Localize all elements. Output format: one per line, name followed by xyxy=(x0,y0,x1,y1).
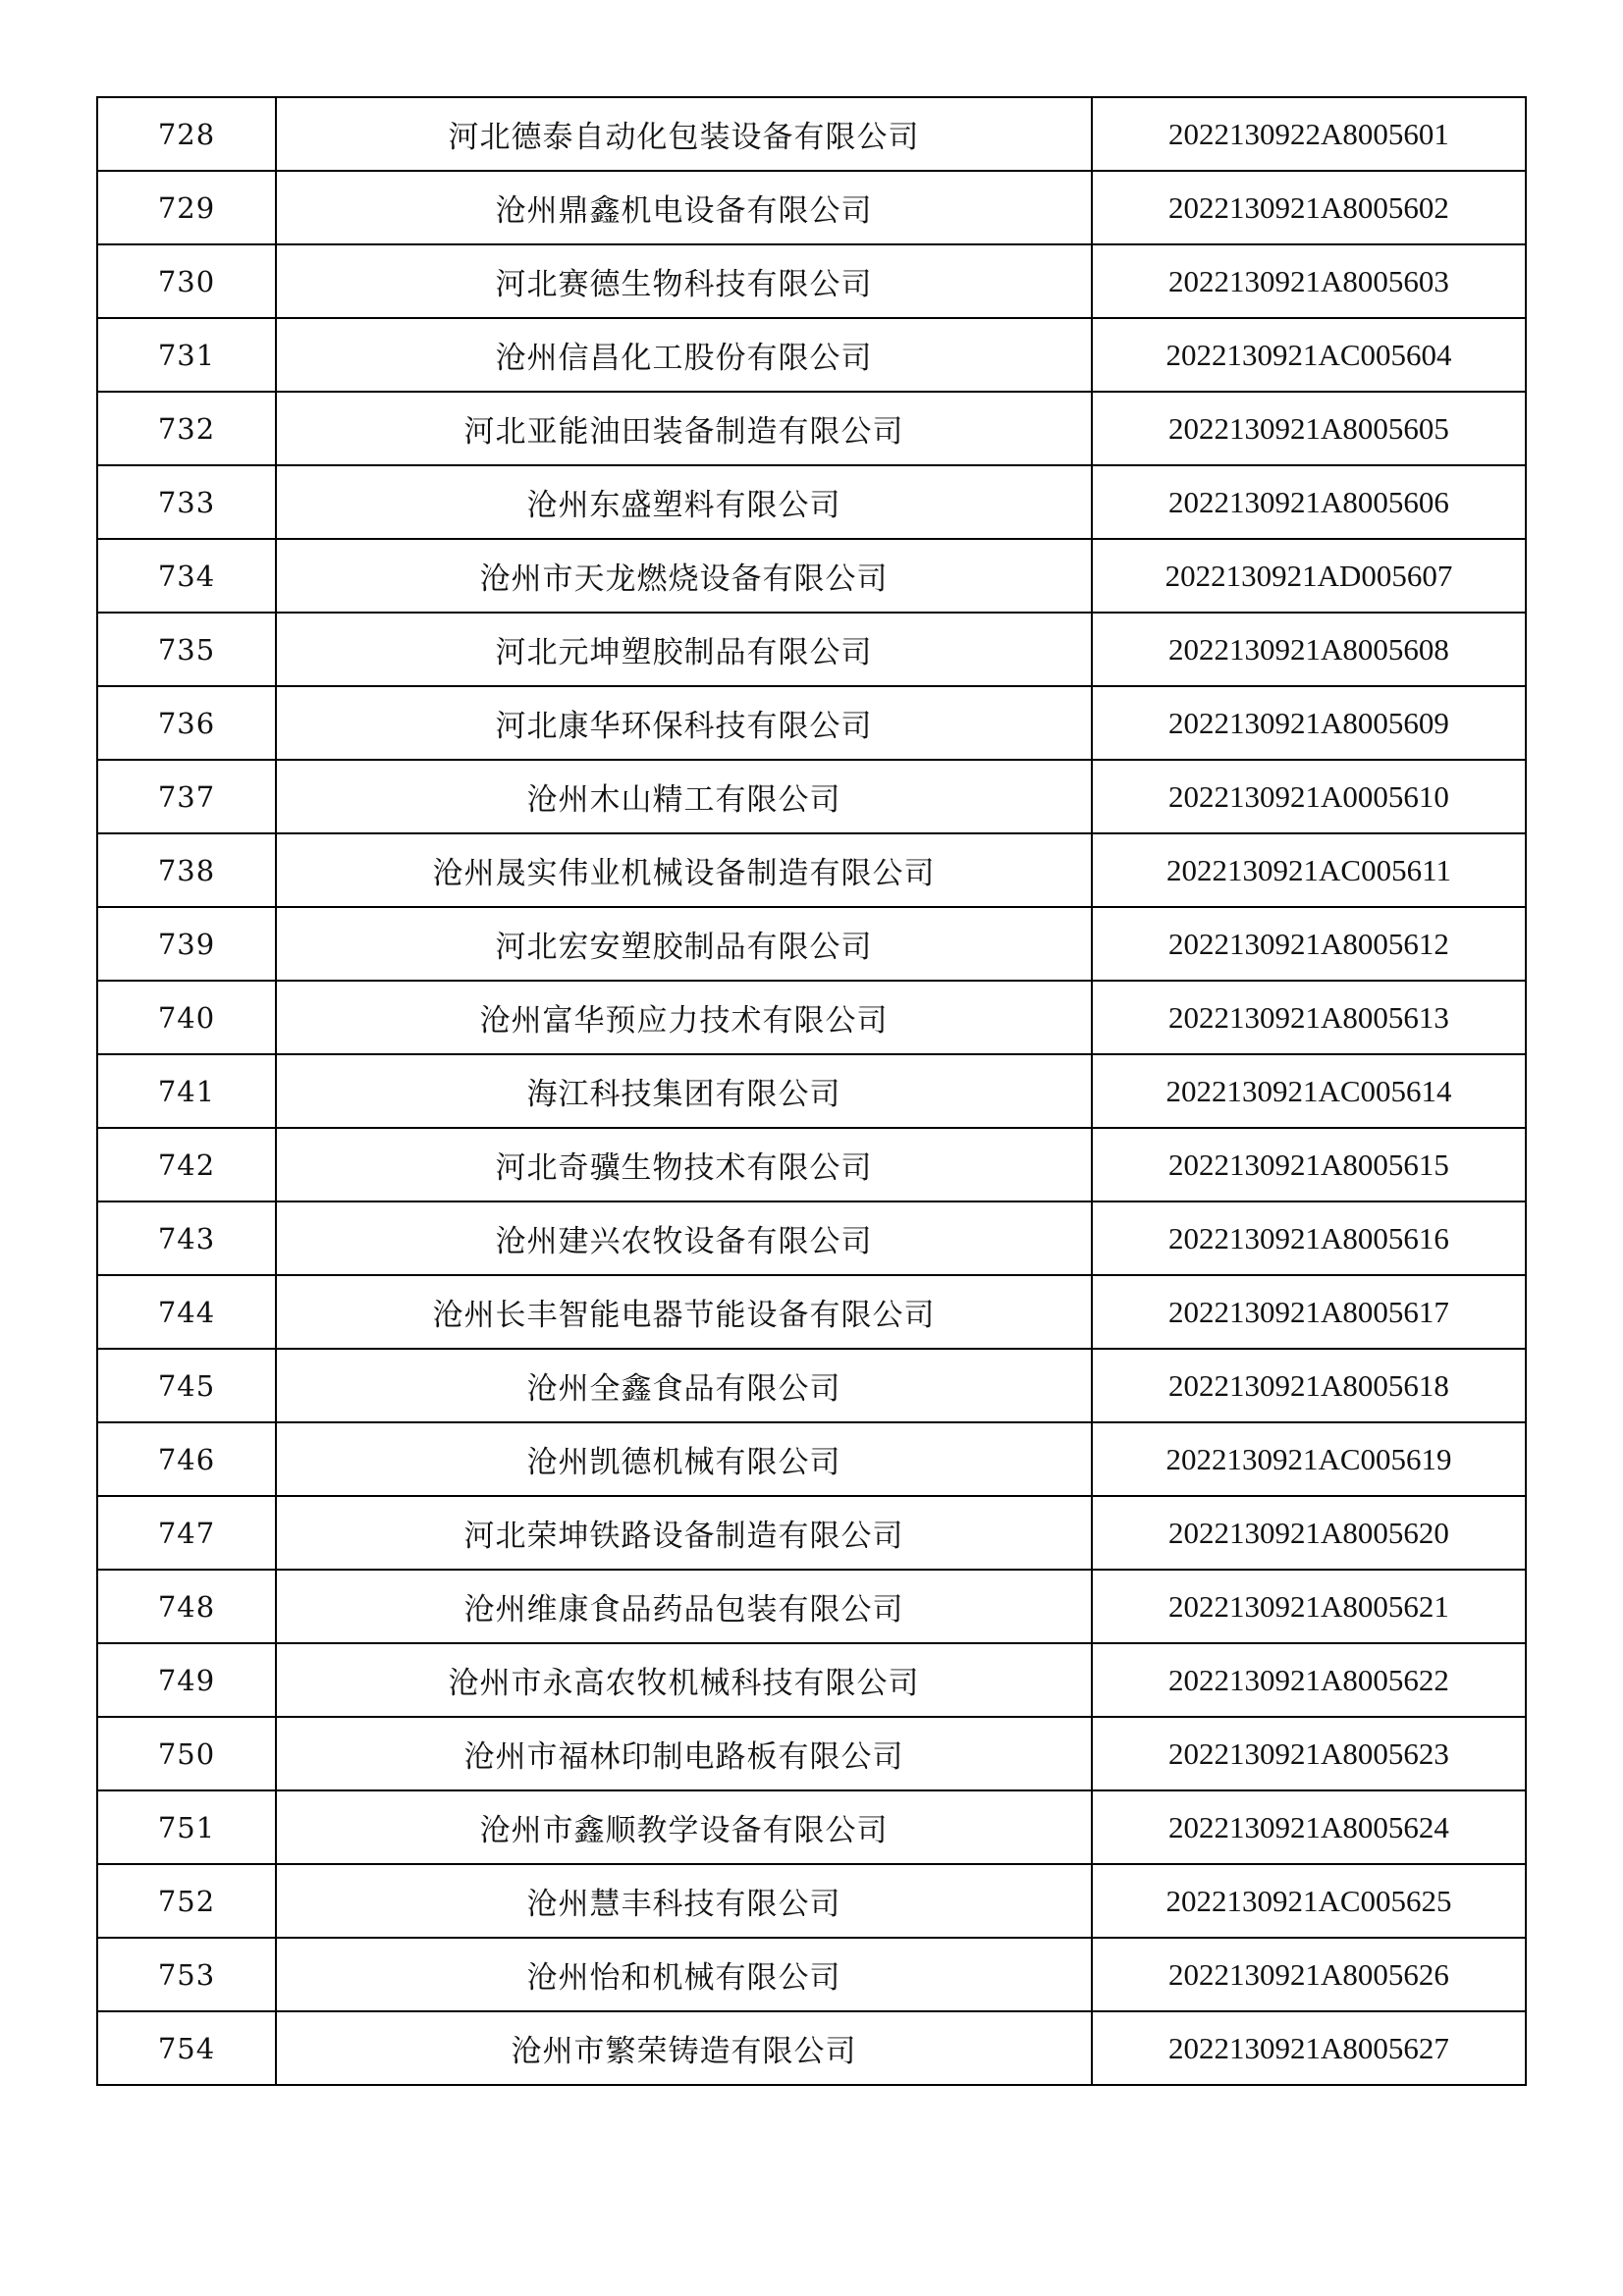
table-row xyxy=(97,392,1526,465)
company-name: 沧州维康食品药品包装有限公司 xyxy=(276,1570,1092,1643)
row-number: 753 xyxy=(97,1938,276,2011)
company-name: 沧州市繁荣铸造有限公司 xyxy=(276,2011,1092,2085)
table-row xyxy=(97,1643,1526,1717)
table-row xyxy=(97,1790,1526,1864)
row-number: 734 xyxy=(97,539,276,613)
row-number: 746 xyxy=(97,1422,276,1496)
table-row xyxy=(97,613,1526,686)
company-name: 沧州市永高农牧机械科技有限公司 xyxy=(276,1643,1092,1717)
row-number: 749 xyxy=(97,1643,276,1717)
company-name: 沧州晟实伟业机械设备制造有限公司 xyxy=(276,833,1092,907)
company-name: 河北宏安塑胶制品有限公司 xyxy=(276,907,1092,981)
company-name: 沧州凯德机械有限公司 xyxy=(276,1422,1092,1496)
registration-code: 2022130921A8005616 xyxy=(1092,1201,1526,1275)
registration-code: 2022130921A8005606 xyxy=(1092,465,1526,539)
registration-code: 2022130921A8005608 xyxy=(1092,613,1526,686)
table-row xyxy=(97,907,1526,981)
company-name: 河北荣坤铁路设备制造有限公司 xyxy=(276,1496,1092,1570)
registration-code: 2022130921AC005611 xyxy=(1092,833,1526,907)
table-row xyxy=(97,318,1526,392)
company-name: 沧州市福林印制电路板有限公司 xyxy=(276,1717,1092,1790)
company-name: 河北亚能油田装备制造有限公司 xyxy=(276,392,1092,465)
company-name: 沧州市天龙燃烧设备有限公司 xyxy=(276,539,1092,613)
registration-code: 2022130921A8005615 xyxy=(1092,1128,1526,1201)
table-row xyxy=(97,1054,1526,1128)
company-name: 沧州木山精工有限公司 xyxy=(276,760,1092,833)
company-name: 河北德泰自动化包装设备有限公司 xyxy=(276,97,1092,171)
company-name: 河北康华环保科技有限公司 xyxy=(276,686,1092,760)
table-row xyxy=(97,686,1526,760)
company-registration-table xyxy=(96,96,1527,2086)
company-name: 河北赛德生物科技有限公司 xyxy=(276,244,1092,318)
company-name: 沧州鼎鑫机电设备有限公司 xyxy=(276,171,1092,244)
registration-code: 2022130921A8005621 xyxy=(1092,1570,1526,1643)
registration-code: 2022130921A8005613 xyxy=(1092,981,1526,1054)
row-number: 731 xyxy=(97,318,276,392)
table-row xyxy=(97,2011,1526,2085)
company-name: 沧州信昌化工股份有限公司 xyxy=(276,318,1092,392)
company-name: 沧州全鑫食品有限公司 xyxy=(276,1349,1092,1422)
table-row xyxy=(97,760,1526,833)
company-name: 沧州富华预应力技术有限公司 xyxy=(276,981,1092,1054)
row-number: 754 xyxy=(97,2011,276,2085)
row-number: 742 xyxy=(97,1128,276,1201)
company-name: 沧州怡和机械有限公司 xyxy=(276,1938,1092,2011)
table-row xyxy=(97,1717,1526,1790)
row-number: 737 xyxy=(97,760,276,833)
registration-code: 2022130921A8005603 xyxy=(1092,244,1526,318)
registration-code: 2022130921A8005623 xyxy=(1092,1717,1526,1790)
row-number: 744 xyxy=(97,1275,276,1349)
registration-code: 2022130921AD005607 xyxy=(1092,539,1526,613)
registration-code: 2022130921AC005619 xyxy=(1092,1422,1526,1496)
row-number: 747 xyxy=(97,1496,276,1570)
table-row xyxy=(97,1496,1526,1570)
registration-code: 2022130921AC005614 xyxy=(1092,1054,1526,1128)
row-number: 748 xyxy=(97,1570,276,1643)
company-name: 河北奇骥生物技术有限公司 xyxy=(276,1128,1092,1201)
registration-code: 2022130921AC005604 xyxy=(1092,318,1526,392)
row-number: 732 xyxy=(97,392,276,465)
row-number: 733 xyxy=(97,465,276,539)
table-body xyxy=(97,97,1526,2085)
table-row xyxy=(97,97,1526,171)
company-name: 河北元坤塑胶制品有限公司 xyxy=(276,613,1092,686)
company-name: 沧州长丰智能电器节能设备有限公司 xyxy=(276,1275,1092,1349)
table-row xyxy=(97,981,1526,1054)
row-number: 738 xyxy=(97,833,276,907)
registration-code: 2022130921AC005625 xyxy=(1092,1864,1526,1938)
table-row xyxy=(97,1128,1526,1201)
row-number: 728 xyxy=(97,97,276,171)
row-number: 740 xyxy=(97,981,276,1054)
table-row xyxy=(97,1422,1526,1496)
company-name: 沧州市鑫顺教学设备有限公司 xyxy=(276,1790,1092,1864)
registration-code: 2022130921A8005626 xyxy=(1092,1938,1526,2011)
table-row xyxy=(97,171,1526,244)
registration-code: 2022130921A8005602 xyxy=(1092,171,1526,244)
company-name: 海江科技集团有限公司 xyxy=(276,1054,1092,1128)
registration-code: 2022130921A8005622 xyxy=(1092,1643,1526,1717)
table-row xyxy=(97,244,1526,318)
row-number: 730 xyxy=(97,244,276,318)
row-number: 745 xyxy=(97,1349,276,1422)
row-number: 735 xyxy=(97,613,276,686)
table-row xyxy=(97,1570,1526,1643)
company-name: 沧州东盛塑料有限公司 xyxy=(276,465,1092,539)
table-row xyxy=(97,1349,1526,1422)
row-number: 741 xyxy=(97,1054,276,1128)
row-number: 750 xyxy=(97,1717,276,1790)
registration-code: 2022130921A8005617 xyxy=(1092,1275,1526,1349)
row-number: 736 xyxy=(97,686,276,760)
table-row xyxy=(97,539,1526,613)
registration-code: 2022130922A8005601 xyxy=(1092,97,1526,171)
company-name: 沧州慧丰科技有限公司 xyxy=(276,1864,1092,1938)
registration-code: 2022130921A8005609 xyxy=(1092,686,1526,760)
company-name: 沧州建兴农牧设备有限公司 xyxy=(276,1201,1092,1275)
registration-code: 2022130921A0005610 xyxy=(1092,760,1526,833)
table-row xyxy=(97,1275,1526,1349)
registration-code: 2022130921A8005618 xyxy=(1092,1349,1526,1422)
table-row xyxy=(97,465,1526,539)
registration-code: 2022130921A8005620 xyxy=(1092,1496,1526,1570)
row-number: 729 xyxy=(97,171,276,244)
registration-code: 2022130921A8005612 xyxy=(1092,907,1526,981)
row-number: 739 xyxy=(97,907,276,981)
row-number: 743 xyxy=(97,1201,276,1275)
row-number: 752 xyxy=(97,1864,276,1938)
table-row xyxy=(97,833,1526,907)
row-number: 751 xyxy=(97,1790,276,1864)
table-row xyxy=(97,1201,1526,1275)
table-row xyxy=(97,1864,1526,1938)
table-row xyxy=(97,1938,1526,2011)
registration-code: 2022130921A8005605 xyxy=(1092,392,1526,465)
registration-code: 2022130921A8005627 xyxy=(1092,2011,1526,2085)
registration-code: 2022130921A8005624 xyxy=(1092,1790,1526,1864)
